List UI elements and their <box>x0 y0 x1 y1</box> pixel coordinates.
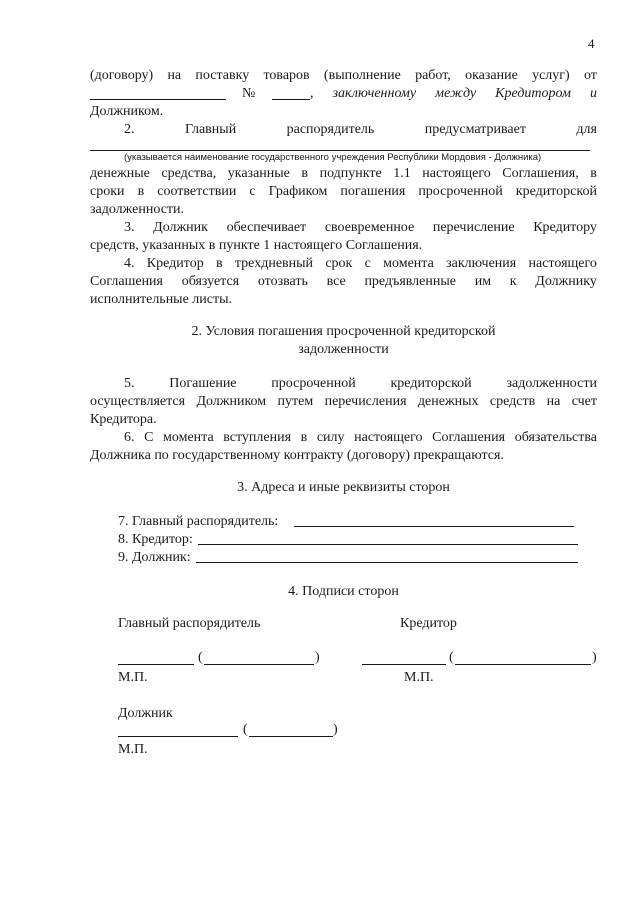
word: предъявленные <box>364 274 456 289</box>
requisites-debtor-line <box>196 562 578 563</box>
para2-line1 <box>124 120 597 140</box>
word: заключенному <box>332 86 417 101</box>
word: счет <box>571 394 597 409</box>
word: товаров <box>263 68 310 83</box>
requisites-debtor-label: 9. Должник: <box>118 550 191 565</box>
para4-line2 <box>90 272 597 292</box>
word: своевременное <box>324 220 415 235</box>
word: 2. <box>124 122 135 137</box>
word: задолженности <box>506 376 597 391</box>
word: путем <box>277 394 314 409</box>
signature-debtor-line <box>118 736 238 737</box>
signature-debtor-label: Должник <box>118 706 173 721</box>
word: предусматривает <box>424 122 526 137</box>
para4-line1 <box>124 254 597 274</box>
para3-line1 <box>124 218 597 238</box>
para2-line2 <box>90 164 597 184</box>
requisites-chief-label: 7. Главный распорядитель: <box>118 514 279 529</box>
stamp-creditor: М.П. <box>404 670 434 685</box>
word: Должником <box>196 394 267 409</box>
word: кредиторской <box>515 184 597 199</box>
word: в <box>300 430 308 445</box>
word: в <box>301 166 309 181</box>
stamp-chief: М.П. <box>118 670 148 685</box>
requisites-creditor-label: 8. Кредитор: <box>118 532 193 547</box>
signature-chief-label: Главный распорядитель <box>118 616 261 631</box>
word: обеспечивает <box>226 220 307 235</box>
word: в <box>215 256 223 271</box>
word: момента <box>383 256 434 271</box>
number-sign: № <box>242 86 256 101</box>
word: настоящего <box>528 256 597 271</box>
para5-line2 <box>90 392 597 412</box>
debtor-caption: (указывается наименование государственного учреждения Республики Мордовия - Должника) <box>124 152 542 163</box>
word: Соглашения, <box>502 166 579 181</box>
paren-open: ( <box>449 650 454 665</box>
requisites-creditor-line <box>198 544 578 545</box>
word: Погашение <box>169 376 237 391</box>
word: 1.1 <box>393 166 411 181</box>
word: , <box>310 86 314 101</box>
section2-title-line2: задолженности <box>298 342 389 357</box>
signature-creditor-label: Кредитор <box>400 616 457 631</box>
word: им <box>474 274 492 289</box>
word: оказание <box>465 68 518 83</box>
word: сроки <box>90 184 125 199</box>
word: силу <box>316 430 345 445</box>
word: от <box>583 68 597 83</box>
signature-debtor-name-line <box>249 736 333 737</box>
word: Кредитор <box>146 256 204 271</box>
word: Должник <box>153 220 208 235</box>
section3-title: 3. Адреса и иные реквизиты сторон <box>237 480 450 495</box>
paren-open: ( <box>243 722 248 737</box>
word: просроченной <box>418 184 503 199</box>
para1-line3: Должником. <box>90 104 164 119</box>
word: услуг) <box>532 68 570 83</box>
word: 4. <box>124 256 135 271</box>
word: на <box>546 394 561 409</box>
word: осуществляется <box>90 394 186 409</box>
word: для <box>576 122 597 137</box>
word: денежных <box>417 394 479 409</box>
para2-line3 <box>90 182 597 202</box>
signature-creditor-name-line <box>455 664 591 665</box>
debtor-name-blank <box>90 150 590 151</box>
word: соответствии <box>157 184 237 199</box>
word: обязуется <box>181 274 240 289</box>
word: Должнику <box>535 274 597 289</box>
word: в <box>137 184 145 199</box>
word: кредиторской <box>390 376 472 391</box>
word: Главный <box>184 122 237 137</box>
para2-line4: задолженности. <box>90 202 185 217</box>
word: настоящего <box>354 430 423 445</box>
word: погашения <box>340 184 406 199</box>
para6-line2: Должника по государственному контракту (договору) прекращаются. <box>90 448 504 463</box>
contract-date-blank <box>90 99 226 100</box>
word: и <box>590 86 597 101</box>
word: распорядитель <box>286 122 375 137</box>
word: срок <box>325 256 353 271</box>
signature-chief-line <box>118 664 194 665</box>
paren-open: ( <box>198 650 203 665</box>
word: на <box>167 68 182 83</box>
word: перечисления <box>324 394 407 409</box>
signature-chief-name-line <box>204 664 314 665</box>
word: 3. <box>124 220 135 235</box>
word: С <box>144 430 154 445</box>
paren-close: ) <box>333 722 338 737</box>
word: денежные <box>90 166 150 181</box>
word: Соглашения <box>90 274 163 289</box>
word: 5. <box>124 376 135 391</box>
word: настоящего <box>422 166 491 181</box>
word: Графиком <box>268 184 328 199</box>
para3-line2: средств, указанных в пункте 1 настоящего Соглашения. <box>90 238 423 253</box>
word: с <box>364 256 371 271</box>
page-number: 4 <box>588 36 595 51</box>
word: подпункте <box>319 166 382 181</box>
paren-close: ) <box>315 650 320 665</box>
word: между <box>435 86 477 101</box>
word: 6. <box>124 430 135 445</box>
para1-line1 <box>90 66 597 86</box>
section4-title: 4. Подписи сторон <box>288 584 399 599</box>
contract-number-blank <box>272 99 310 100</box>
para6-line1 <box>124 428 597 448</box>
word: Соглашения <box>432 430 506 445</box>
word: просроченной <box>271 376 356 391</box>
word: (договору) <box>90 68 154 83</box>
word: Кредитором <box>495 86 571 101</box>
word: средства, <box>161 166 217 181</box>
word: обязательства <box>514 430 597 445</box>
para5-line3: Кредитора. <box>90 412 157 427</box>
word: в <box>590 166 597 181</box>
word: трехдневный <box>234 256 314 271</box>
word: перечисление <box>432 220 515 235</box>
para5-line1 <box>124 374 597 394</box>
para4-line3: исполнительные листы. <box>90 292 233 307</box>
word: отозвать <box>257 274 308 289</box>
requisites-chief-line <box>294 526 574 527</box>
paren-close: ) <box>592 650 597 665</box>
section2-title-line1: 2. Условия погашения просроченной кредиторской <box>191 324 496 339</box>
word: с <box>249 184 256 199</box>
signature-creditor-line <box>362 664 446 665</box>
word: Кредитору <box>533 220 597 235</box>
word: средств <box>489 394 536 409</box>
word: к <box>509 274 517 289</box>
stamp-debtor: М.П. <box>118 742 148 757</box>
word: поставку <box>195 68 250 83</box>
word: (выполнение <box>323 68 401 83</box>
para1-line2 <box>310 84 597 104</box>
word: указанные <box>227 166 290 181</box>
word: работ, <box>415 68 451 83</box>
word: момента <box>163 430 214 445</box>
word: вступления <box>223 430 292 445</box>
word: все <box>326 274 346 289</box>
word: заключения <box>446 256 517 271</box>
